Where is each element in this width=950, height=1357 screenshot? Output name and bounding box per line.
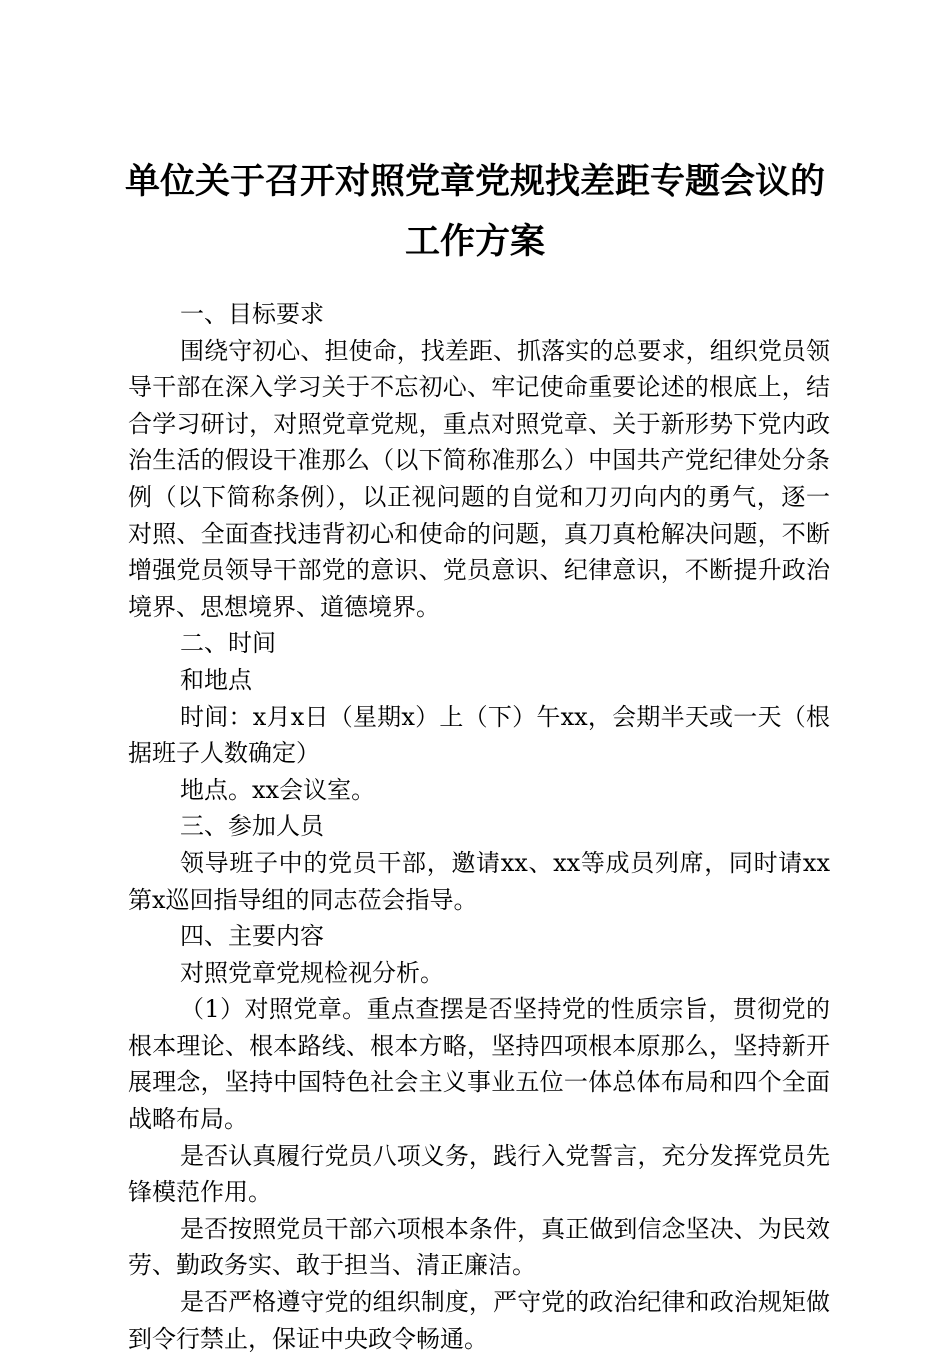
document-title-line-1: 单位关于召开对照党章党规找差距专题会议的 [124, 162, 825, 202]
paragraph-goals: 围绕守初心、担使命，找差距、抓落实的总要求，组织党员领导干部在深入学习关于不忘初心、牢记使命重要论述的根底上，结合学习研讨，对照党章党规，重点对照党章、关于新形势下党内政治生活的假设干准那么（以下简称准那么）中国共产党纪律处分条例（以下简称条例），以正视问题的自觉和刀刃向内的勇气，逐一对照、全面查找违背初心和使命的问题，真刀真枪解决问题，不断增强党员领导干部党的意识、党员意识、纪律意识，不断提升政治境界、思想境界、道德境界。 [128, 336, 830, 621]
paragraph-content-intro: 对照党章党规检视分析。 [180, 958, 444, 987]
section-heading-content: 四、主要内容 [180, 922, 324, 951]
section-heading-place: 和地点 [180, 665, 252, 694]
paragraph-participants: 领导班子中的党员干部，邀请xx、xx等成员列席，同时请xx第x巡回指导组的同志莅会指导。 [128, 848, 830, 914]
section-heading-participants: 三、参加人员 [180, 812, 324, 841]
section-heading-time: 二、时间 [180, 629, 276, 658]
paragraph-time: 时间：x月x日（星期x）上（下）午xx，会期半天或一天（根据班子人数确定） [128, 702, 830, 768]
document-body [128, 296, 830, 1357]
paragraph-member-duties: 是否认真履行党员八项义务，践行入党誓言，充分发挥党员先锋模范作用。 [128, 1141, 830, 1207]
paragraph-cadre-conditions: 是否按照党员干部六项根本条件，真正做到信念坚决、为民效劳、勤政务实、敢于担当、清正廉洁。 [128, 1214, 830, 1280]
document-title-line-2: 工作方案 [404, 222, 545, 262]
section-heading-goals: 一、目标要求 [180, 300, 324, 328]
paragraph-party-constitution: （1）对照党章。重点查摆是否坚持党的性质宗旨，贯彻党的根本理论、根本路线、根本方略，坚持四项根本原那么，坚持新开展理念，坚持中国特色社会主义事业五位一体总体布局和四个全面战略布局。 [128, 995, 830, 1134]
paragraph-organization-system: 是否严格遵守党的组织制度，严守党的政治纪律和政治规矩做到令行禁止，保证中央政令畅通。 [128, 1288, 830, 1353]
paragraph-place: 地点。xx会议室。 [180, 775, 376, 804]
